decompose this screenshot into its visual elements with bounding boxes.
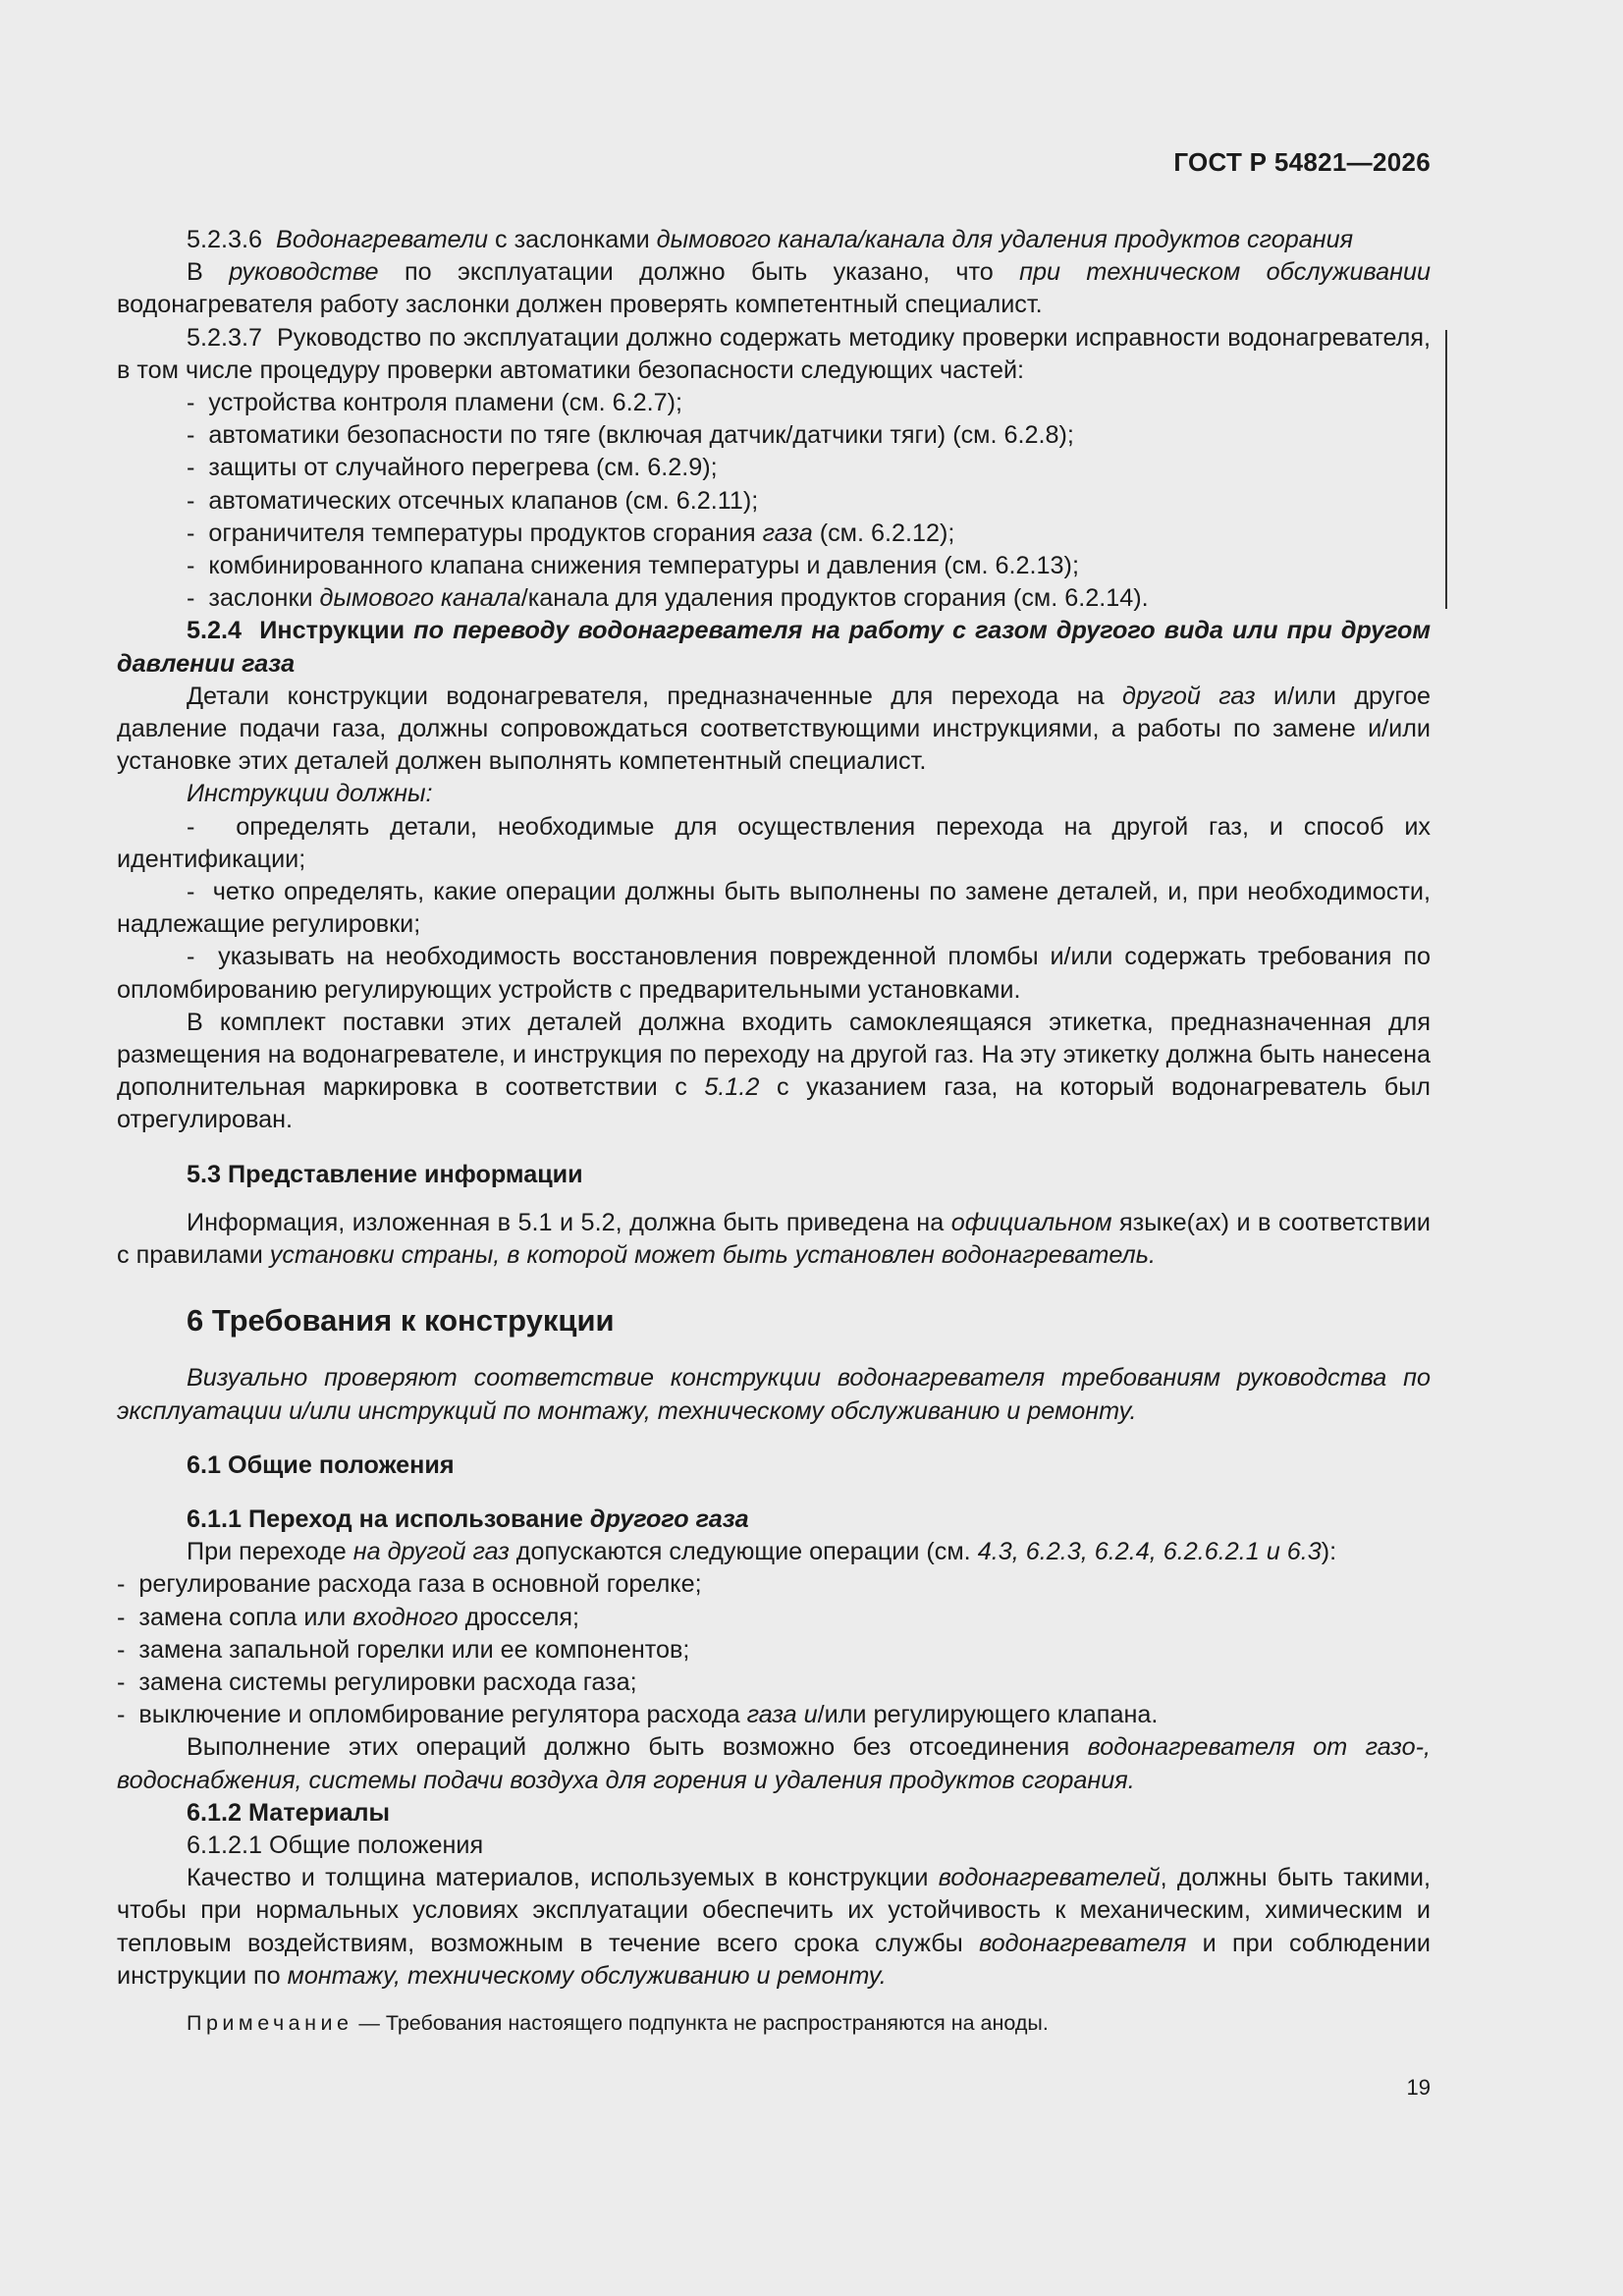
- spacer: [117, 1191, 1431, 1207]
- list-marker: -: [187, 486, 195, 515]
- text: защиты от случайного перегрева (см. 6.2.9);: [208, 454, 718, 482]
- text: Выполнение этих операций должно быть возможно без отсоединения: [187, 1733, 1088, 1762]
- text: при техническом обслуживании: [1019, 258, 1431, 287]
- list-marker: -: [187, 552, 195, 580]
- list-item: [117, 452, 1431, 484]
- list-marker: -: [187, 389, 195, 417]
- list-marker: -: [117, 1701, 126, 1729]
- list-marker: -: [117, 1603, 126, 1631]
- note-dash: —: [352, 2010, 386, 2035]
- list-item: [117, 876, 1431, 941]
- heading-text: другого газа: [589, 1504, 749, 1533]
- list-item: [117, 1667, 1431, 1699]
- list-item: [117, 485, 1431, 518]
- clause-number: 5.2.3.7: [187, 323, 263, 352]
- text: регулирование расхода газа в основной горелке;: [138, 1570, 702, 1599]
- section-6-1-1-paragraph-2: [117, 1731, 1431, 1796]
- clause-5-2-3-7-paragraph: [117, 322, 1431, 387]
- clause-5-2-4-paragraph-2: [117, 1007, 1431, 1137]
- text: водонагревателя работу заслонки должен проверять компетентный специалист.: [117, 291, 1043, 319]
- text: устройства контроля пламени (см. 6.2.7);: [208, 389, 683, 417]
- list-marker: -: [187, 421, 195, 450]
- list-item: [117, 518, 1431, 550]
- instructions-lead: Инструкции должны:: [187, 780, 433, 808]
- text: , должны быть такими, чтобы при нормальных условиях эксплуатации обеспечить их устойчивость к механическим, химическим и тепловым воздействиям, возможным в течение всего срока службы: [117, 1864, 1431, 1957]
- text: на другой газ: [352, 1538, 510, 1566]
- text: установки страны, в которой может быть установлен водонагреватель.: [269, 1241, 1156, 1270]
- text: При переходе: [187, 1538, 353, 1566]
- text: выключение и опломбирование регулятора расхода: [138, 1701, 747, 1729]
- clause-text: Водонагреватели: [276, 226, 489, 253]
- text: и/или другое давление подачи газа, должны сопровождаться соответствующими инструкциями, а работы по замене и/или установке этих деталей должен выполнять компетентный специалист.: [117, 682, 1431, 776]
- text: монтажу, техническому обслуживанию и ремонту.: [287, 1961, 887, 1990]
- text: /или регулирующего клапана.: [817, 1701, 1159, 1729]
- text: указывать на необходимость восстановления поврежденной пломбы и/или содержать требования по опломбированию регулирующих устройств с предварительными установками.: [117, 943, 1432, 1004]
- section-6-1-2-1-heading: 6.1.2.1 Общие положения: [187, 1831, 484, 1859]
- list-item: [117, 1602, 1431, 1634]
- section-6-1-2-1-paragraph: [117, 1862, 1431, 1993]
- spacer: [117, 1137, 1431, 1159]
- text: водонагревателя от газо-, водоснабжения, системы подачи воздуха для горения и удаления продуктов сгорания.: [117, 1733, 1431, 1794]
- text: водонагревателей: [938, 1864, 1161, 1892]
- text: В: [187, 258, 230, 287]
- text: (см. 6.2.12);: [812, 519, 955, 547]
- list-marker: -: [187, 454, 195, 482]
- change-bar: [1445, 330, 1447, 609]
- text: ограничителя температуры продуктов сгорания: [208, 519, 763, 547]
- heading-text: Инструкции: [259, 617, 406, 645]
- text: Руководство по эксплуатации должно содержать методику проверки исправности водонагревателя, в том числе процедуру проверки автоматики безопасности следующих частей:: [117, 323, 1431, 384]
- clause-5-2-3-6-title: [117, 224, 1431, 256]
- list-marker: -: [187, 878, 195, 906]
- section-6-paragraph: Визуально проверяют соответствие конструкции водонагревателя требованиям руководства по эксплуатации и/или инструкций по монтажу, техническому обслуживанию и ремонту.: [117, 1364, 1431, 1425]
- text: по эксплуатации должно быть указано, что: [378, 258, 1020, 287]
- text: комбинированного клапана снижения температуры и давления (см. 6.2.13);: [208, 552, 1079, 580]
- text: газа и: [746, 1701, 818, 1729]
- text: замена сопла или: [138, 1603, 353, 1631]
- note-text: Требования настоящего подпункта не распространяются на аноды.: [385, 2010, 1049, 2035]
- list-marker: -: [117, 1570, 126, 1599]
- list-item: [117, 1699, 1431, 1731]
- text: 5.1.2: [704, 1073, 760, 1102]
- list-marker: -: [117, 1667, 126, 1696]
- spacer: [117, 1482, 1431, 1503]
- document-header: ГОСТ Р 54821—2026: [1173, 147, 1431, 177]
- list-item: [117, 419, 1431, 452]
- section-5-3-heading: 5.3 Представление информации: [187, 1160, 583, 1188]
- spacer: [117, 1993, 1431, 2008]
- text: определять детали, необходимые для осуществления перехода на другой газ, и способ их идентификации;: [117, 812, 1431, 873]
- section-6-1-2-heading: 6.1.2 Материалы: [187, 1798, 391, 1827]
- text: входного: [352, 1603, 459, 1631]
- text: автоматики безопасности по тяге (включая датчик/датчики тяги) (см. 6.2.8);: [208, 421, 1074, 450]
- text: с указанием газа, на который водонагреватель был отрегулирован.: [117, 1073, 1432, 1134]
- clause-number: 5.2.4: [187, 617, 243, 645]
- text: официальном: [950, 1208, 1112, 1236]
- text: замена системы регулировки расхода газа;: [138, 1667, 637, 1696]
- clause-text: дымового канала/канала для удаления продуктов сгорания: [656, 226, 1354, 253]
- text: и при соблюдении инструкции по: [117, 1929, 1431, 1990]
- section-6-heading: 6 Требования к конструкции: [187, 1303, 615, 1339]
- clause-5-2-4-heading: [117, 615, 1431, 680]
- list-marker: -: [187, 943, 195, 971]
- section-6-1-1-heading: [117, 1503, 1431, 1536]
- spacer: [117, 1428, 1431, 1449]
- text: ):: [1321, 1538, 1337, 1566]
- text: В комплект поставки этих деталей должна входить самоклеящаяся этикетка, предназначенная для размещения на водонагревателе, и инструкция по переходу на другой газ. На эту этикетку должна быть нанесена дополнительная маркировка в соответствии с: [117, 1008, 1431, 1102]
- text: замена запальной горелки или ее компонентов;: [138, 1635, 690, 1664]
- list-item: [117, 1634, 1431, 1667]
- note: [117, 2008, 1431, 2038]
- heading-text: по переводу водонагревателя на работу с газом другого вида или при другом давлении газа: [117, 617, 1431, 678]
- text: водонагревателя: [979, 1929, 1187, 1957]
- section-5-3-paragraph: [117, 1207, 1431, 1272]
- clause-number: 5.2.3.6: [187, 226, 263, 253]
- text: автоматических отсечных клапанов (см. 6.2.11);: [208, 486, 759, 515]
- text: дымового канала: [319, 584, 521, 613]
- text: допускаются следующие операции (см.: [509, 1538, 978, 1566]
- heading-text: 6.1.1 Переход на использование: [187, 1504, 590, 1533]
- note-label: Примечание: [187, 2010, 353, 2035]
- clause-text: с заслонками: [488, 226, 657, 253]
- list-item: [117, 387, 1431, 419]
- text: другой газ: [1122, 682, 1256, 710]
- text: Качество и толщина материалов, используемых в конструкции: [187, 1864, 939, 1892]
- list-item: [117, 550, 1431, 582]
- spacer: [117, 1340, 1431, 1362]
- clause-5-2-3-6-paragraph: [117, 256, 1431, 321]
- text: 4.3, 6.2.3, 6.2.4, 6.2.6.2.1 и 6.3: [977, 1538, 1322, 1566]
- list-item: [117, 811, 1431, 876]
- text: Информация, изложенная в 5.1 и 5.2, должна быть приведена на: [187, 1208, 951, 1236]
- list-item: [117, 941, 1431, 1006]
- list-marker: -: [187, 519, 195, 547]
- text: Детали конструкции водонагревателя, предназначенные для перехода на: [187, 682, 1123, 710]
- list-marker: -: [187, 812, 195, 841]
- text: /канала для удаления продуктов сгорания (см. 6.2.14).: [520, 584, 1149, 613]
- text: дросселя;: [458, 1603, 580, 1631]
- spacer: [117, 1272, 1431, 1301]
- text: руководстве: [229, 258, 379, 287]
- text: языке(ах) и в соответствии с правилами: [117, 1208, 1431, 1270]
- list-marker: -: [187, 584, 195, 613]
- document-body: [117, 224, 1431, 2038]
- text: четко определять, какие операции должны быть выполнены по замене деталей, и, при необходимости, надлежащие регулировки;: [117, 878, 1432, 939]
- clause-5-2-4-paragraph: [117, 681, 1431, 779]
- list-item: [117, 582, 1431, 615]
- text: газа: [762, 519, 813, 547]
- text: заслонки: [208, 584, 320, 613]
- list-marker: -: [117, 1635, 126, 1664]
- page-number: 19: [1406, 2075, 1431, 2100]
- section-6-1-1-paragraph: [117, 1536, 1431, 1568]
- section-6-1-heading: 6.1 Общие положения: [187, 1450, 455, 1479]
- list-item: [117, 1568, 1431, 1601]
